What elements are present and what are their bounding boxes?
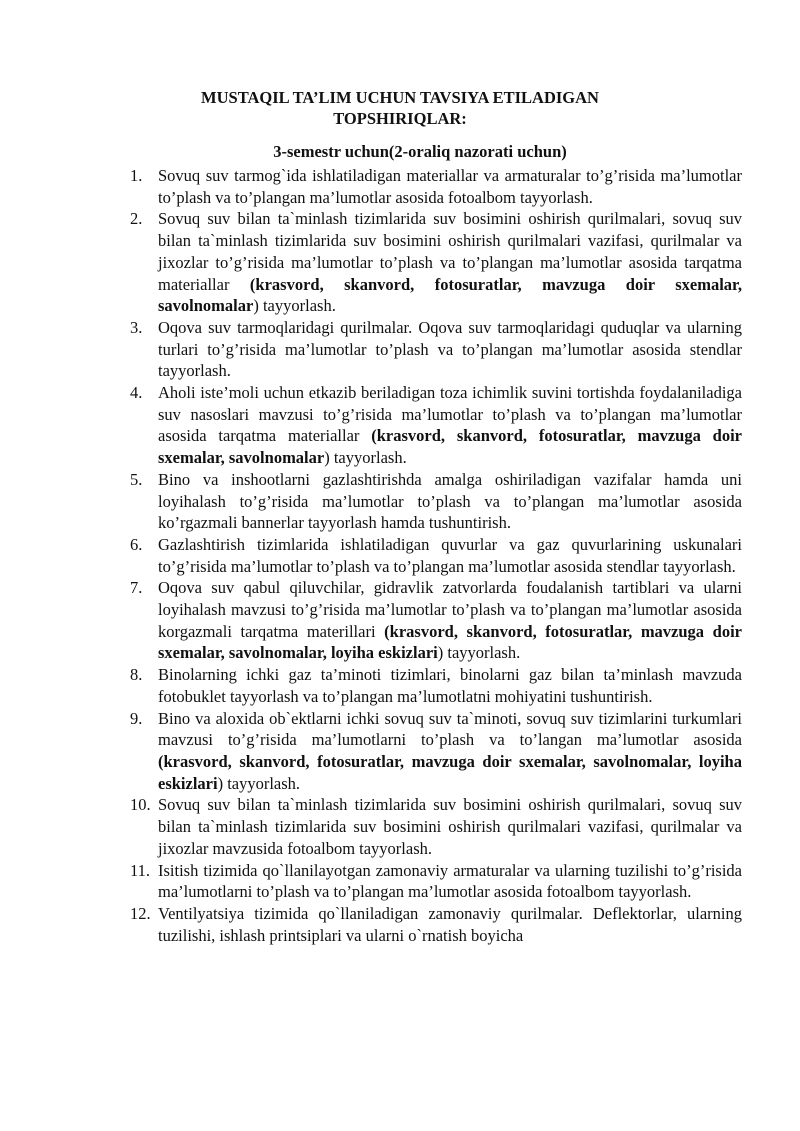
task-text-bold: (krasvord, skanvord, fotosuratlar, mavzuga doir sxemalar, savolnomalar [158,426,742,468]
task-item [130,860,742,903]
semester-subtitle: 3-semestr uchun(2-oraliq nazorati uchun) [273,142,567,161]
task-number: 11. [130,860,151,880]
document-title [100,87,700,129]
task-number: 7. [130,578,143,598]
task-text-bold: (krasvord, skanvord, fotosuratlar, mavzuga doir sxemalar, savolnomalar [158,274,742,316]
task-number: 3. [130,317,143,337]
task-number: 10. [130,795,151,815]
task-text: Ventilyatsiya tizimida qo`llaniladigan zamonaviy qurilmalar. Deflektorlar, ularning tuzilishi, ishlash printsiplari va ularni o`rnatish boyicha [158,903,742,945]
task-text-bold: (krasvord, skanvord, fotosuratlar, mavzuga doir sxemalar, savolnomalar, loyiha eskizlari [158,751,742,793]
task-number: 12. [130,903,151,923]
task-item [130,317,742,382]
task-item [130,208,742,317]
task-text: ) tayyorlash. [324,448,407,468]
task-number: 4. [130,383,143,403]
task-item [130,534,742,577]
task-text: Binolarning ichki gaz ta’minoti tizimlari, binolarni gaz bilan ta’minlash mavzuda fotobuklet tayyorlash va to’plangan ma’lumotlatni mohiyatini tushuntirish. [158,665,742,706]
task-item [130,708,742,795]
task-text: Isitish tizimida qo`llanilayotgan zamonaviy armaturalar va ularning tuzilishi to’g’risida ma’lumotlarni to’plash va to’plangan ma’lumotlar asosida fotoalbom tayyorlash. [158,860,742,902]
task-text: Oqova suv qabul qiluvchilar, gidravlik zatvorlarda foudalanish tartiblari va ularni loyihalash mavzusi to’g’risida ma’lumotlar to’plash va to’plangan ma’lumotlar asosida korgazmali tarqatma materillari [158,578,742,641]
task-item [130,794,742,859]
task-item [130,577,742,664]
task-text: Oqova suv tarmoqlaridagi qurilmalar. Oqova suv tarmoqlaridagi quduqlar va ularning turlari to’g’risida ma’lumotlar to’plash va to’plangan ma’lumotlar asosida stendlar tayyorlash. [158,317,742,381]
task-item [130,664,742,707]
task-text: ) tayyorlash. [253,296,336,316]
task-text: Sovuq suv bilan ta`minlash tizimlarida suv bosimini oshirish qurilmalari, sovuq suv bilan ta`minlash tizimlarida suv bosimini oshirish qurilmalari vazifasi, qurilmalar va jixozlar to’g’risida ma’lumotlar to’plash va to’plangan ma’lumotlar asosida tarqatma materiallar [158,209,742,294]
task-list [130,165,742,946]
task-number: 2. [130,209,143,229]
task-number: 9. [130,708,143,728]
task-number: 8. [130,665,143,685]
task-text: ) tayyorlash. [437,643,521,663]
task-text: Bino va aloxida ob`ektlarni ichki sovuq suv ta`minoti, sovuq suv tizimlarini turkumlari mavzusi to’g’risida ma’lumotlarni to’plash va to’langan ma’lumotlar asosida [158,708,742,750]
task-text: Sovuq suv bilan ta`minlash tizimlarida suv bosimini oshirish qurilmalari, sovuq suv bilan ta`minlash tizimlarida suv bosimini oshirish qurilmalari vazifasi, qurilmalar va jixozlar mavzusida fotoalbom tayyorlash. [158,795,742,858]
task-number: 6. [130,534,143,554]
task-item [130,903,742,946]
task-item [130,469,742,534]
task-text: ) tayyorlash. [217,773,301,793]
task-item [130,165,742,208]
task-text: Bino va inshootlarni gazlashtirishda amalga oshiriladigan vazifalar hamda uni loyihalash to’g’risida ma’lumotlar to’plash va to’plangan ma’lumotlar asosida ko’rgazmali bannerlar tayyorlash hamda tushuntirish. [158,469,742,533]
title-line-1: MUSTAQIL TA’LIM UCHUN TAVSIYA ETILADIGAN [201,88,599,107]
task-item [130,382,742,469]
task-text: Sovuq suv tarmog`ida ishlatiladigan materiallar va armaturalar to’g’risida ma’lumotlar to’plash va to’plangan ma’lumotlar asosida fotoalbom tayyorlash. [158,166,742,207]
task-number: 1. [130,166,143,185]
task-number: 5. [130,469,143,489]
title-line-2: TOPSHIRIQLAR: [333,109,467,128]
task-text: Gazlashtirish tizimlarida ishlatiladigan quvurlar va gaz quvurlarining uskunalari to’g’risida ma’lumotlar to’plash va to’plangan ma’lumotlar asosida stendlar tayyorlash. [158,534,742,576]
task-text-bold: (krasvord, skanvord, fotosuratlar, mavzuga doir sxemalar, savolnomalar, loyiha eskizlari [158,621,742,663]
task-text: Aholi iste’moli uchun etkazib beriladigan toza ichimlik suvini tortishda foydalaniladiga suv nasoslari mavzusi to’g’risida ma’lumotlar to’plash va to’plangan ma’lumotlar asosida tarqatma materiallar [158,383,742,446]
